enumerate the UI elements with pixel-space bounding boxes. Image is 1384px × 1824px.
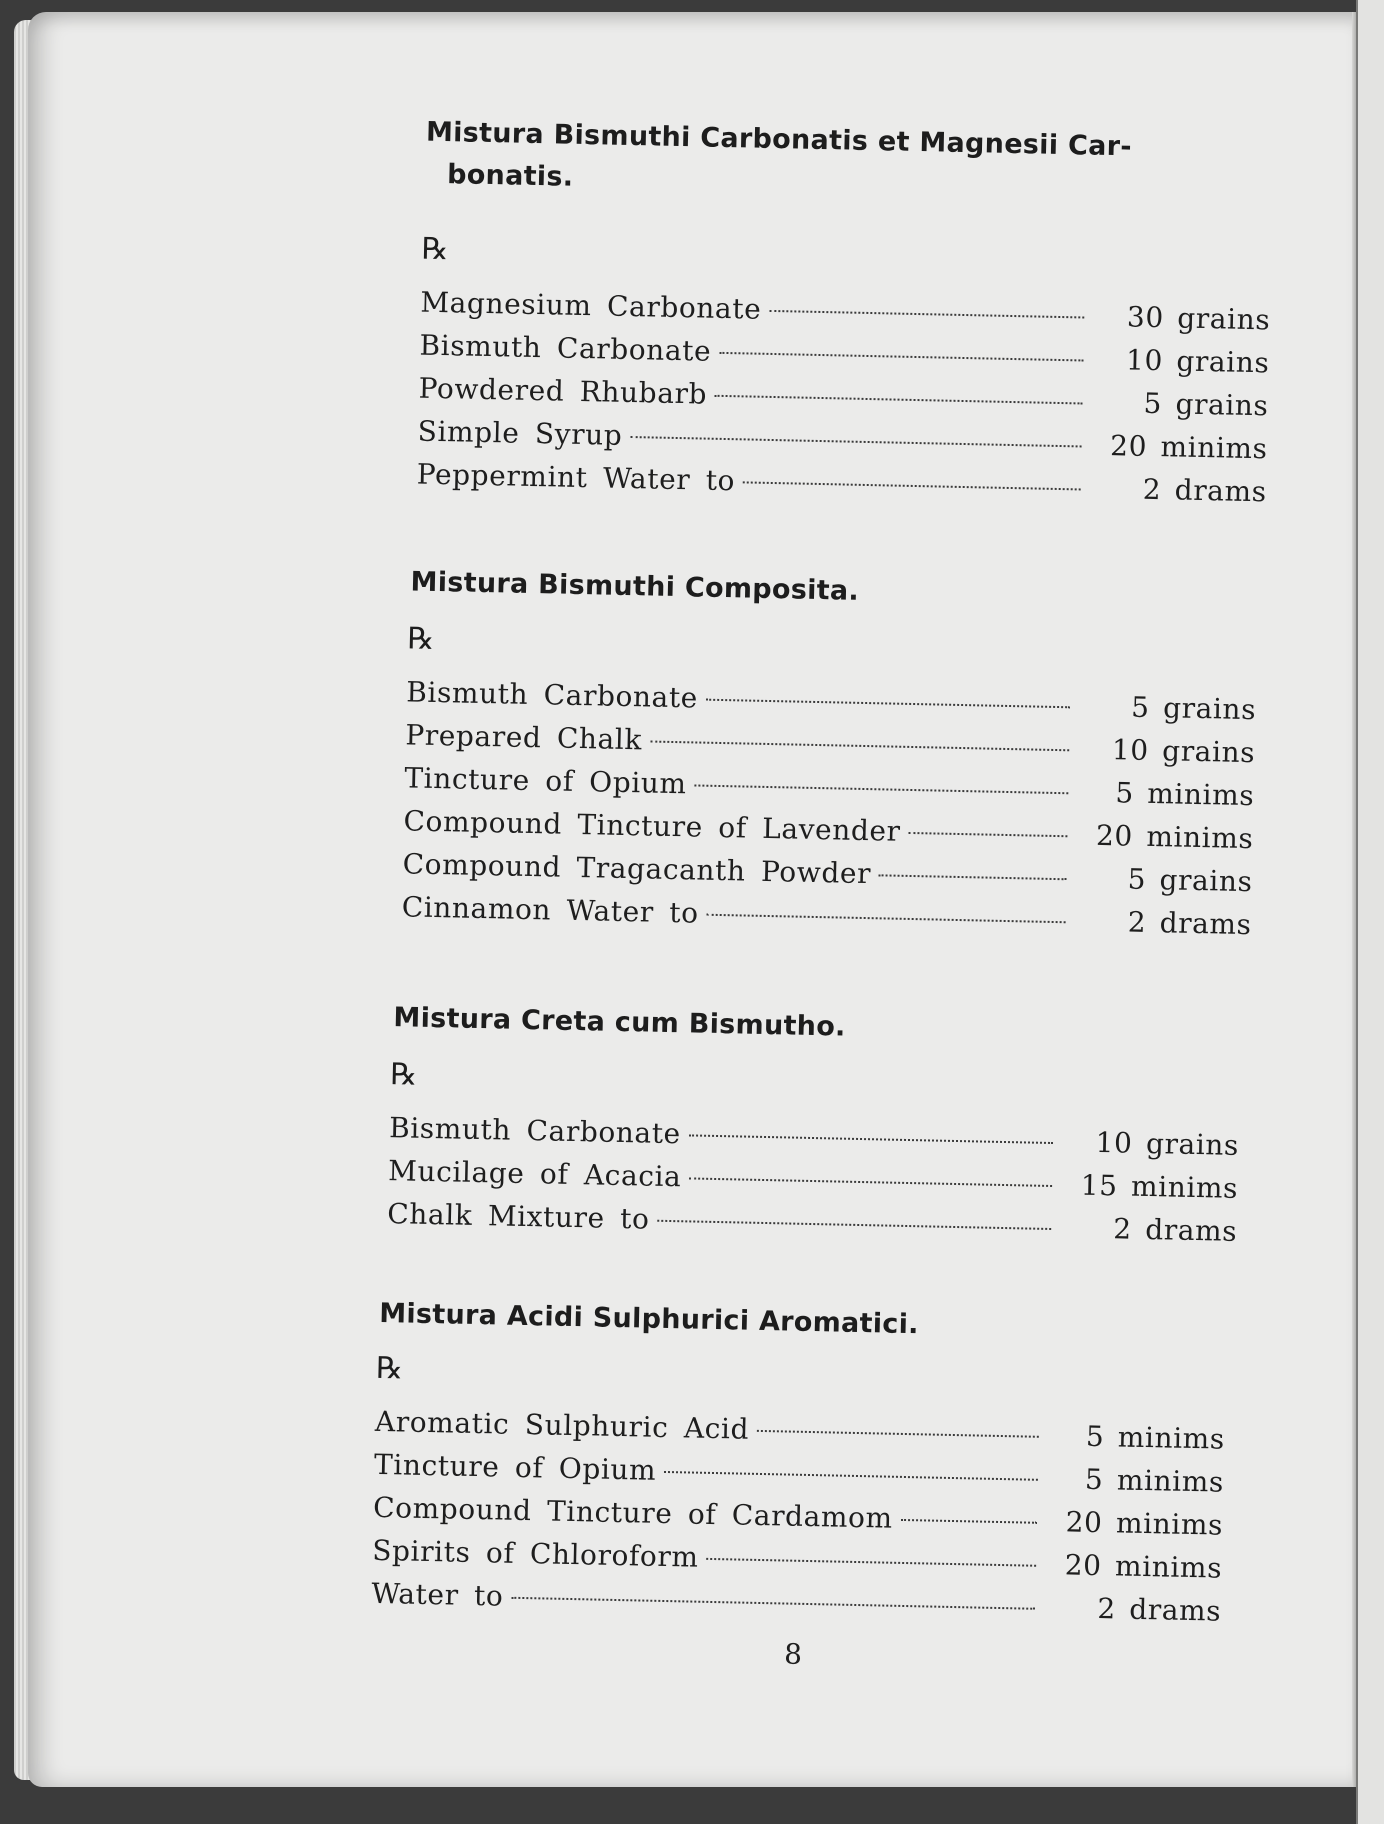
ingredient-name: Bismuth Carbonate [388,1111,682,1151]
ingredient-name: Chalk Mixture to [387,1197,650,1236]
ingredient-quantity: 30 grains [1126,300,1271,337]
dot-leader [695,784,1069,794]
dot-leader [650,740,1069,751]
ingredient-quantity: 20 minims [1095,818,1254,856]
ingredient-quantity: 20 minims [1109,429,1268,466]
formula-title-line-1: Mistura Acidi Sulphurici Aromatici. [378,1297,920,1341]
ingredient-name: Aromatic Sulphuric Acid [374,1404,750,1446]
ingredient-name: Compound Tincture of Cardamom [372,1490,894,1535]
formula-title [410,561,859,612]
ingredient-name: Prepared Chalk [405,718,643,757]
formula-title-line-1: Mistura Bismuthi Composita. [410,566,860,607]
ingredient-name: Mucilage of Acacia [387,1154,682,1194]
ingredient-quantity: 10 grains [1125,343,1270,380]
ingredient-list [387,1111,1240,1258]
ingredient-name: Cinnamon Water to [401,890,700,930]
recipe-symbol: ℞ [389,1057,418,1093]
ingredient-name: Water to [371,1576,504,1613]
dot-leader [630,436,1081,447]
formula-title [393,997,846,1048]
ingredient-name: Powdered Rhubarb [418,371,708,411]
formula-title-line-1: Mistura Creta cum Bismutho. [393,1002,846,1043]
dot-leader [909,832,1068,837]
ingredient-name: Magnesium Carbonate [420,285,762,326]
ingredient-list [371,1405,1225,1638]
dot-leader [715,395,1082,405]
dot-leader [743,481,1081,490]
ingredient-quantity: 2 drams [1127,905,1252,942]
ingredient-quantity: 5 minims [1084,1462,1225,1499]
recipe-symbol: ℞ [421,231,449,268]
ingredient-name: Tincture of Opium [404,761,688,801]
formula-title-line-1: Mistura Bismuthi Carbonatis et Magnesii Car- [425,116,1133,163]
dot-leader [901,1519,1037,1524]
formula-title [425,112,1133,211]
ingredient-name: Bismuth Carbonate [419,328,712,368]
page-number: 8 [783,1637,803,1671]
dot-leader [707,914,1066,924]
ingredient-quantity: 5 grains [1143,386,1269,423]
ingredient-list [401,675,1256,951]
ingredient-name: Compound Tincture of Lavender [403,804,901,848]
ingredient-name: Spirits of Chloroform [371,1533,699,1574]
dot-leader [706,1558,1036,1567]
ingredient-quantity: 5 minims [1085,1419,1226,1456]
formula-title [379,1293,919,1346]
dot-leader [689,1177,1052,1187]
dot-leader [769,310,1084,319]
ingredient-quantity: 5 grains [1127,862,1253,899]
formula-title-line-2: bonatis. [446,159,574,193]
recipe-symbol: ℞ [375,1350,404,1387]
dot-leader [657,1220,1051,1230]
ingredient-quantity: 2 drams [1142,472,1268,509]
ingredient-quantity: 20 minims [1064,1548,1223,1585]
dot-leader [757,1430,1039,1438]
ingredient-name: Simple Syrup [417,414,623,452]
ingredient-quantity: 5 minims [1115,776,1255,813]
ingredient-name: Bismuth Carbonate [405,675,699,715]
ingredient-name: Peppermint Water to [416,457,736,498]
ingredient-name: Tincture of Opium [373,1447,657,1487]
ingredient-quantity: 15 minims [1080,1168,1239,1205]
ingredient-quantity: 5 grains [1130,690,1257,727]
dot-leader [719,352,1083,362]
dot-leader [689,1134,1053,1144]
recipe-symbol: ℞ [407,621,435,657]
dot-leader [706,699,1070,709]
ingredient-quantity: 10 grains [1111,733,1256,770]
ingredient-name: Compound Tragacanth Powder [402,847,872,891]
ingredient-quantity: 2 drams [1113,1212,1238,1248]
ingredient-quantity: 20 minims [1065,1505,1224,1542]
ingredient-quantity: 2 drams [1097,1592,1222,1628]
ingredient-list [416,286,1270,519]
dot-leader [511,1597,1035,1610]
ingredient-quantity: 10 grains [1095,1125,1240,1162]
dot-leader [879,874,1067,880]
dot-leader [664,1471,1038,1481]
